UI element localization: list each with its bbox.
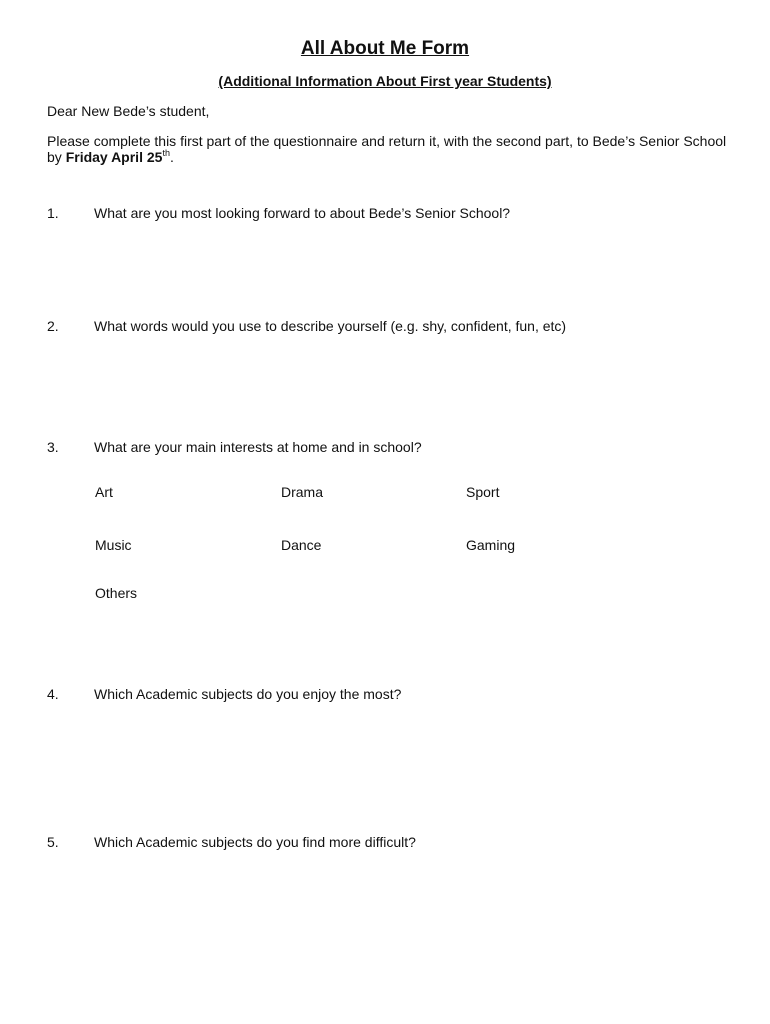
intro-paragraph xyxy=(47,133,727,165)
question-3-text: What are your main interests at home and in school? xyxy=(94,439,422,455)
interest-option-sport: Sport xyxy=(466,484,500,500)
question-5-number: 5. xyxy=(47,834,59,850)
intro-deadline-suffix: th xyxy=(162,148,170,158)
interest-option-others: Others xyxy=(95,585,138,601)
question-1-number: 1. xyxy=(47,205,59,221)
form-title: All About Me Form xyxy=(300,38,470,59)
greeting-text: Dear New Bede’s student, xyxy=(47,103,210,119)
intro-deadline: Friday April 25 xyxy=(65,149,163,165)
interest-option-dance: Dance xyxy=(281,537,322,553)
question-5-text: Which Academic subjects do you find more difficult? xyxy=(94,834,416,850)
form-subtitle: (Additional Information About First year Students) xyxy=(218,73,552,89)
question-4-number: 4. xyxy=(47,686,59,702)
intro-text: Please complete this first part of the questionnaire and return it, with the second part, to Bede’s Senior School by xyxy=(47,133,727,165)
interest-option-gaming: Gaming xyxy=(466,537,516,553)
question-2-text: What words would you use to describe yourself (e.g. shy, confident, fun, etc) xyxy=(94,318,567,334)
question-2-number: 2. xyxy=(47,318,59,334)
question-4-text: Which Academic subjects do you enjoy the most? xyxy=(94,686,402,702)
interest-option-music: Music xyxy=(95,537,132,553)
intro-end: . xyxy=(169,149,174,165)
question-1-text: What are you most looking forward to about Bede’s Senior School? xyxy=(94,205,511,221)
question-3-number: 3. xyxy=(47,439,59,455)
interest-option-drama: Drama xyxy=(281,484,324,500)
interest-option-art: Art xyxy=(95,484,113,500)
